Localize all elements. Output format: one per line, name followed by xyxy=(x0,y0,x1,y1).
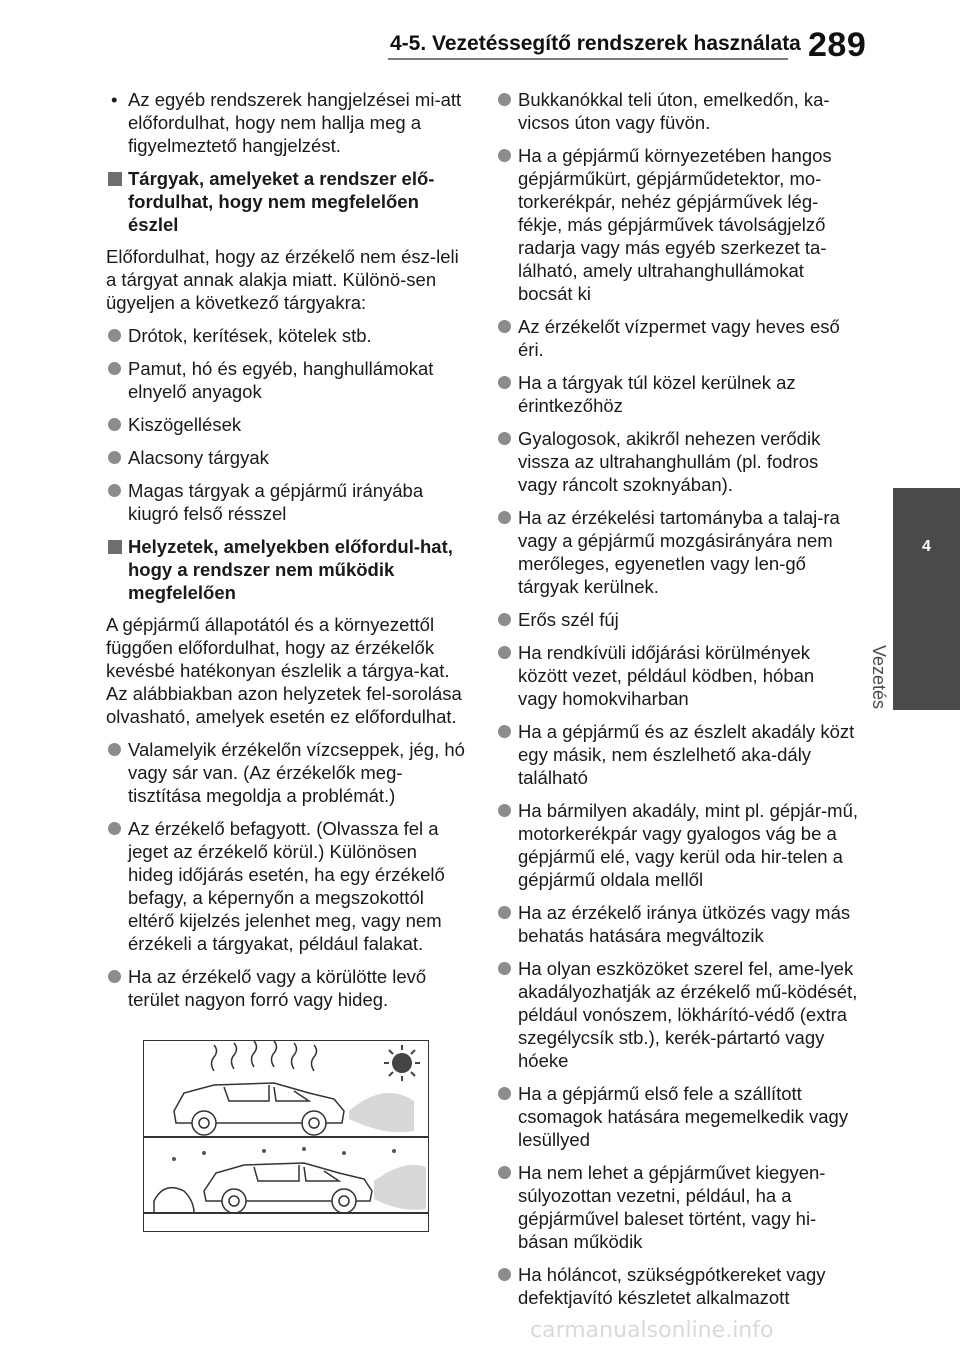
circle-bullet-icon xyxy=(108,822,121,835)
circle-bullet-icon xyxy=(498,1087,511,1100)
bullet-mark: • xyxy=(111,89,118,110)
watermark: carmanualsonline.info xyxy=(530,1318,774,1343)
list-item: Ha nem lehet a gépjárművet kiegyen-súlyozottan vezetni, például, ha a gépjárművel baleset történt, vagy hi-básan működik xyxy=(496,1161,858,1253)
list-item: Ha a gépjármű környezetében hangos gépjárműkürt, gépjárműdetektor, mo-torkerékpár, nehéz gépjárművek lég-fékje, más gépjárművek távolságjelző radarja vagy más egyéb szerkezet ta-lálható, amely ultrahanghullámokat bocsát ki xyxy=(496,144,858,305)
circle-bullet-icon xyxy=(108,451,121,464)
list-item: Pamut, hó és egyéb, hanghullámokat elnyelő anyagok xyxy=(106,357,466,403)
circle-bullet-icon xyxy=(498,376,511,389)
list-item: Alacsony tárgyak xyxy=(106,446,466,469)
circle-bullet-icon xyxy=(498,962,511,975)
circle-bullet-icon xyxy=(498,93,511,106)
circle-bullet-icon xyxy=(108,484,121,497)
list-item: Ha a tárgyak túl közel kerülnek az érintkezőhöz xyxy=(496,371,858,417)
page-number: 289 xyxy=(808,26,867,64)
circle-bullet-icon xyxy=(498,906,511,919)
list-item: Az érzékelőt vízpermet vagy heves eső éri. xyxy=(496,315,858,361)
list-item: Valamelyik érzékelőn vízcseppek, jég, hó vagy sár van. (Az érzékelők meg-tisztítása megoldja a problémát.) xyxy=(106,738,466,807)
chapter-tab xyxy=(893,488,960,710)
circle-bullet-icon xyxy=(108,329,121,342)
chapter-number: 4 xyxy=(922,538,931,555)
list-item: Bukkanókkal teli úton, emelkedőn, ka-vicsos úton vagy füvön. xyxy=(496,88,858,134)
illustration-sensor-conditions xyxy=(143,1040,429,1232)
list-item: Ha az érzékelő vagy a körülötte levő terület nagyon forró vagy hideg. xyxy=(106,965,466,1011)
list-item: Ha olyan eszközöket szerel fel, ame-lyek akadályozhatják az érzékelő mű-ködését, például vonószem, lökhárító-védő (extra szegélycsík stb.), kerék-pártartó vagy hóeke xyxy=(496,957,858,1072)
circle-bullet-icon xyxy=(498,149,511,162)
circle-bullet-icon xyxy=(498,646,511,659)
circle-bullet-icon xyxy=(498,320,511,333)
circle-bullet-icon xyxy=(108,418,121,431)
list-item: Ha rendkívüli időjárási körülmények között vezet, például ködben, hóban vagy homokviharban xyxy=(496,641,858,710)
list-item: Erős szél fúj xyxy=(496,608,858,631)
circle-bullet-icon xyxy=(108,362,121,375)
circle-bullet-icon xyxy=(498,613,511,626)
right-column xyxy=(496,88,858,1319)
list-item: Az érzékelő befagyott. (Olvassza fel a jeget az érzékelő körül.) Különösen hideg időjárás esetén, ha egy érzékelő befagy, a képernyőn a megszokottól eltérő kijelzés jelenhet meg, vagy nem érzékeli a tárgyakat, például falakat. xyxy=(106,817,466,955)
list-item: Ha hóláncot, szükségpótkereket vagy defektjavító készletet alkalmazott xyxy=(496,1263,858,1309)
circle-bullet-icon xyxy=(108,970,121,983)
list-item: Ha a gépjármű első fele a szállított csomagok hatására megemelkedik vagy lesüllyed xyxy=(496,1082,858,1151)
square-bullet-icon xyxy=(108,172,122,186)
list-item: • Az egyéb rendszerek hangjelzései mi-att előfordulhat, hogy nem hallja meg a figyelmeztető hangjelzést. xyxy=(111,89,462,156)
list-item: Ha bármilyen akadály, mint pl. gépjár-mű, motorkerékpár vagy gyalogos vág be a gépjármű elé, vagy kerül oda hir-telen a gépjármű oldala mellől xyxy=(496,799,858,891)
left-column xyxy=(106,88,466,1021)
circle-bullet-icon xyxy=(108,743,121,756)
list-item: Ha az érzékelési tartományba a talaj-ra vagy a gépjármű mozgásirányára nem merőleges, egyenetlen vagy len-gő tárgyak kerülnek. xyxy=(496,506,858,598)
section-paragraph: A gépjármű állapotától és a környezettől függően előfordulhat, hogy az érzékelők kevésbé hatékonyan észlelik a tárgya-kat. Az alábbiakban azon helyzetek fel-sorolása olvasható, amelyek esetén ez előfordulhat. xyxy=(106,614,462,727)
circle-bullet-icon xyxy=(498,1166,511,1179)
square-bullet-icon xyxy=(108,540,122,554)
circle-bullet-icon xyxy=(498,511,511,524)
circle-bullet-icon xyxy=(498,725,511,738)
header-rule xyxy=(388,58,788,60)
section-paragraph: Előfordulhat, hogy az érzékelő nem ész-leli a tárgyat annak alakja miatt. Különö-sen ügyeljen a következő tárgyakra: xyxy=(106,246,459,313)
list-item: Gyalogosok, akikről nehezen verődik vissza az ultrahanghullám (pl. fodros vagy ráncolt szoknyában). xyxy=(496,427,858,496)
circle-bullet-icon xyxy=(498,804,511,817)
list-item: Ha a gépjármű és az észlelt akadály közt egy másik, nem észlelhető aka-dály található xyxy=(496,720,858,789)
car-sensor-illustration xyxy=(144,1041,428,1231)
list-item: Ha az érzékelő iránya ütközés vagy más behatás hatására megváltozik xyxy=(496,901,858,947)
section-heading: Tárgyak, amelyeket a rendszer elő-fordulhat, hogy nem megfelelően észlel xyxy=(106,167,466,236)
list-item: Magas tárgyak a gépjármű irányába kiugró felső résszel xyxy=(106,479,466,525)
list-item: Drótok, kerítések, kötelek stb. xyxy=(106,324,466,347)
chapter-label: Vezetés xyxy=(869,645,889,710)
section-heading: Helyzetek, amelyekben előfordul-hat, hogy a rendszer nem működik megfelelően xyxy=(106,535,466,604)
sun-icon xyxy=(384,1045,420,1081)
circle-bullet-icon xyxy=(498,1268,511,1281)
circle-bullet-icon xyxy=(498,432,511,445)
running-header: 4-5. Vezetéssegítő rendszerek használata xyxy=(390,32,801,55)
list-item: Kiszögellések xyxy=(106,413,466,436)
